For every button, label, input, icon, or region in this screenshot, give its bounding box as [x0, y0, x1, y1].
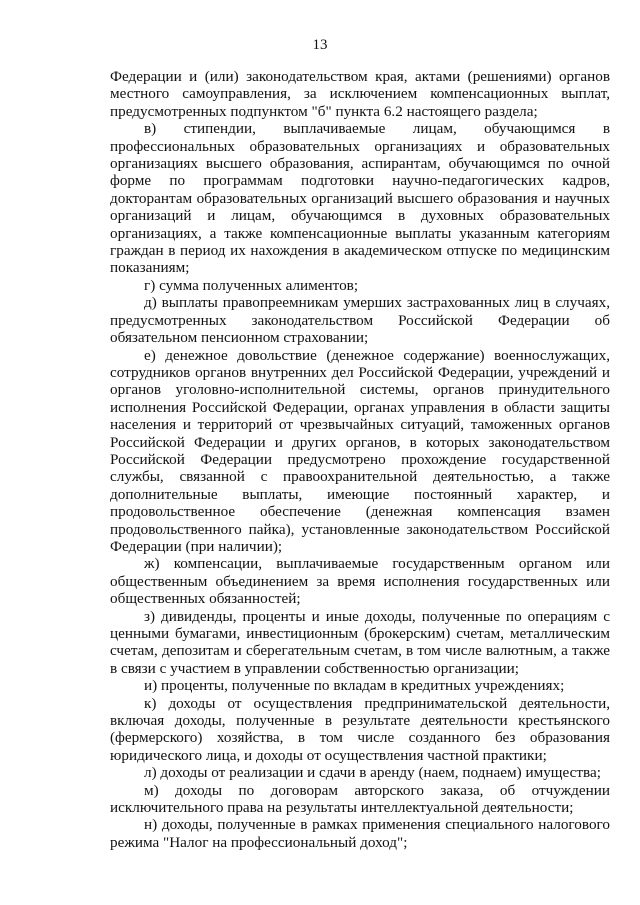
paragraph-item-k: к) доходы от осуществления предпринимательской деятельности, включая доходы, полученные в результате деятельности крестьянского (фермерского) хозяйства, в том числе созданного без образования юридического лица, и доходы от осуществления частной практики;	[110, 694, 610, 764]
paragraph-item-i: и) проценты, полученные по вкладам в кредитных учреждениях;	[144, 677, 565, 695]
paragraph-item-v: в) стипендии, выплачиваемые лицам, обучающимся в профессиональных образовательных организациях и образовательных организациях высшего образования, аспирантам, обучающимся по очной форме по программам подготовки научно-педагогических кадров, докторантам образовательных организаций высшего образования и научных организаций и лицам, обучающимся в духовных образовательных организациях, а также компенсационные выплаты указанным категориям граждан в период их нахождения в академическом отпуске по медицинским показаниям;	[110, 120, 610, 277]
paragraph-item-n: н) доходы, полученные в рамках применения специального налогового режима "Налог на профессиональный доход";	[110, 816, 610, 851]
page-number: 13	[312, 37, 328, 53]
paragraph-item-zh: ж) компенсации, выплачиваемые государственным органом или общественным объединением за время исполнения государственных или общественных обязанностей;	[110, 555, 610, 608]
paragraph-item-e: е) денежное довольствие (денежное содержание) военнослужащих, сотрудников органов внутренних дел Российской Федерации, учреждений и органов уголовно-исполнительной системы, органов принудительного исполнения Российской Федерации, органах управления в области защиты населения и территорий от чрезвычайных ситуаций, таможенных органов Российской Федерации и других органов, в которых законодательством Российской Федерации предусмотрено прохождение государственной службы, связанной с правоохранительной деятельностью, а также дополнительные выплаты, имеющие постоянный характер, и продовольственное обеспечение (денежная компенсация взамен продовольственного пайка), установленные законодательством Российской Федерации (при наличии);	[110, 346, 610, 555]
paragraph-item-m: м) доходы по договорам авторского заказа, об отчуждении исключительного права на результаты интеллектуальной деятельности;	[110, 781, 610, 817]
paragraph-item-z: з) дивиденды, проценты и иные доходы, полученные по операциям с ценными бумагами, инвестиционным (брокерским) счетам, металлическим счетам, депозитам и сберегательным счетам, в том числе валютным, а также в связи с участием в управлении собственностью организации;	[110, 607, 610, 677]
paragraph-item-d: д) выплаты правопреемникам умерших застрахованных лиц в случаях, предусмотренных законодательством Российской Федерации об обязательном пенсионном страховании;	[110, 294, 610, 347]
paragraph-item-l: л) доходы от реализации и сдачи в аренду (наем, поднаем) имущества;	[144, 764, 601, 782]
document-body	[110, 68, 610, 851]
paragraph-item-g: г) сумма полученных алиментов;	[144, 276, 359, 294]
paragraph-continuation: Федерации и (или) законодательством края, актами (решениями) органов местного самоуправления, за исключением компенсационных выплат, предусмотренных подпунктом "б" пункта 6.2 настоящего раздела;	[110, 68, 610, 120]
